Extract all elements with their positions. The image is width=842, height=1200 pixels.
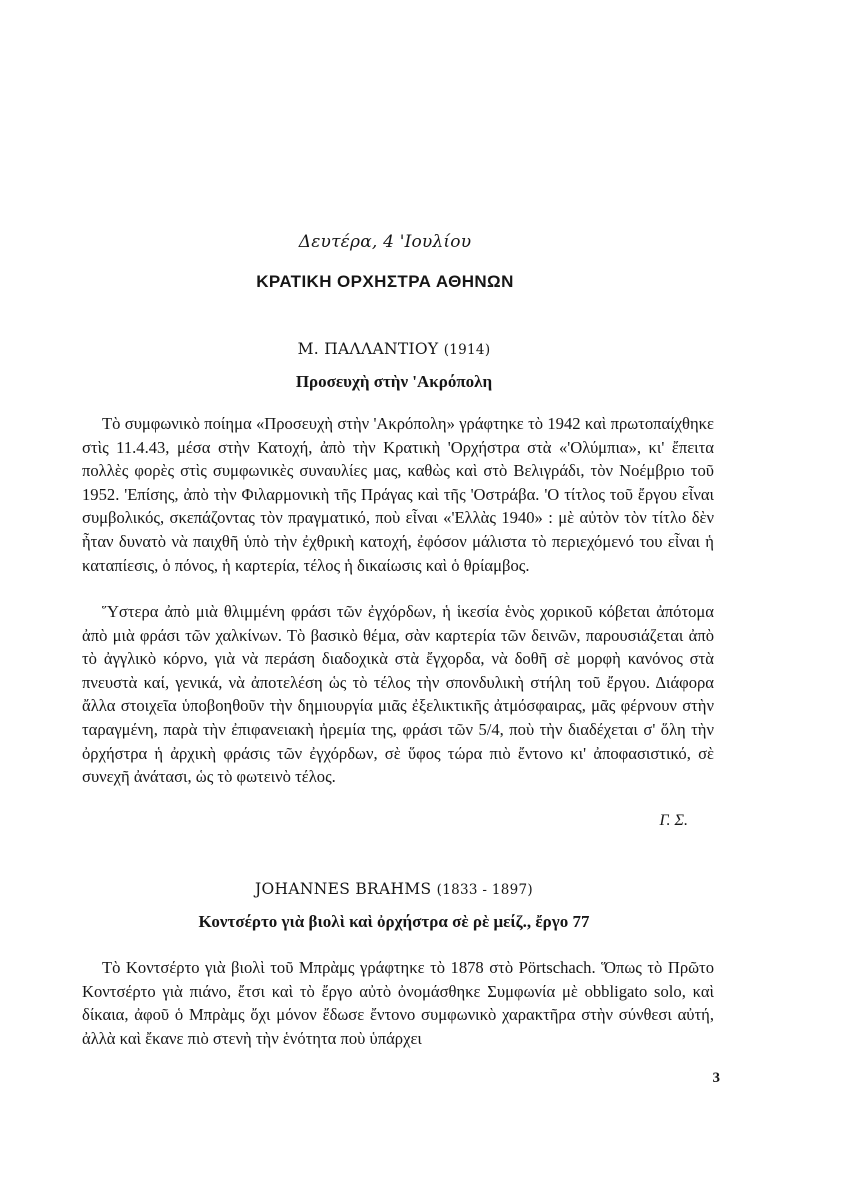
composer-heading-brahms [0,880,788,898]
work-title-brahms-violin-concerto: Κοντσέρτο γιὰ βιολὶ καὶ ὀρχήστρα σὲ ρὲ μείζ., ἔργο 77 [198,912,590,931]
paragraph-1: Τὸ συμφωνικὸ ποίημα «Προσευχὴ στὴν 'Ακρόπολη» γράφτηκε τὸ 1942 καὶ πρωτοπαίχθηκε στὶς 11.4.43, μέσα στὴν Κατοχή, ἀπὸ τὴν Κρατικὴ 'Ορχήστρα στὰ «'Ολύμπια», κι' ἔπειτα πολλὲς φορὲς στὶς συμφωνικὲς συναυλίες μας, καθὼς καὶ στὸ Βελιγράδι, τὸν Νοέμβριο τοῦ 1952. 'Επίσης, ἀπὸ τὴν Φιλαρμονικὴ τῆς Πράγας καὶ τῆς 'Οστράβα. 'Ο τίτλος τοῦ ἔργου εἶναι συμβολικός, σκεπάζοντας τὸν πραγματικό, ποὺ εἶναι «'Ελλὰς 1940» : μὲ αὐτὸν τὸν τίτλο δὲν ἦταν δυνατὸ νὰ παιχθῆ ὑπὸ τὴν ἐχθρικὴ κατοχή, ἐφόσον μάλιστα τὸ περιεχόμενό του εἶναι ἡ καταπίεσις, ὁ πόνος, ἡ καρτερία, τέλος ἡ δικαίωσις καὶ ὁ θρίαμβος. [82,414,714,575]
composer-years: (1914) [443,342,491,358]
concert-date: Δευτέρα, 4 'Ιουλίου [298,232,472,252]
orchestra-heading: ΚΡΑΤΙΚΗ ΟΡΧΗΣΤΡΑ ΑΘΗΝΩΝ [256,272,514,291]
composer-heading-pallantios [0,340,788,358]
paragraph-2: Ὕστερα ἀπὸ μιὰ θλιμμένη φράσι τῶν ἐγχόρδων, ἡ ἱκεσία ἑνὸς χορικοῦ κόβεται ἀπότομα ἀπὸ μιὰ φράσι τῶν χαλκίνων. Τὸ βασικὸ θέμα, σὰν καρτερία τῶν δεινῶν, παρουσιάζεται ἀπὸ τὸ ἀγγλικὸ κόρνο, γιὰ νὰ περάση διαδοχικὰ στὰ ἔγχορδα, νὰ δοθῆ σὲ μορφὴ κανόνος στὰ πνευστὰ καί, γενικά, νὰ ἀποτελέση ὡς τὸ τέλος τὴν σπονδυλικὴ στήλη τοῦ ἔργου. Διάφορα ἄλλα στοιχεῖα ὑποβοηθοῦν τὴν δημιουργία μιᾶς ἐξελικτικῆς ἀτμόσφαιρας, μᾶς φέρνουν στὴν ταραγμένη, παρὰ τὴν ἐπιφανειακὴ ἠρεμία της, φράσι τῶν 5/4, ποὺ τὴν διαδέχεται σ' ὅλη τὴν ὀρχήστρα ἡ ἀρχικὴ φράσις τῶν ἐγχόρδων, σὲ ὕφος τώρα πιὸ ἔντονο κι' ἀποφασιστικό, σὲ συνεχῆ ἀνάτασι, ὡς τὸ φωτεινὸ τέλος. [82,602,714,787]
author-signature: Γ. Σ. [659,812,688,829]
composer-name: Μ. ΠΑΛΛΑΝΤΙΟΥ [297,340,439,358]
work-title-prayer-acropolis: Προσευχὴ στὴν 'Ακρόπολη [295,372,493,391]
composer-name: JOHANNES BRAHMS [255,880,432,898]
page-number: 3 [712,1070,720,1086]
paragraph-3: Τὸ Κοντσέρτο γιὰ βιολὶ τοῦ Μπρὰμς γράφτηκε τὸ 1878 στὸ Pörtschach. Ὅπως τὸ Πρῶτο Κοντσέρτο γιὰ πιάνο, ἔτσι καὶ τὸ ἔργο αὐτὸ ὀνομάσθηκε Συμφωνία μὲ obbligato solo, καὶ δίκαια, ἀφοῦ ὁ Μπρὰμς ὄχι μόνον ἔδωσε ἔντονο συμφωνικὸ χαρακτῆρα στὴν σύνθεσι αὐτή, ἀλλὰ καὶ ἔκανε πιὸ στενὴ τὴν ἑνότητα ποὺ ὑπάρχει [82,958,714,1048]
composer-years: (1833 - 1897) [436,882,533,898]
